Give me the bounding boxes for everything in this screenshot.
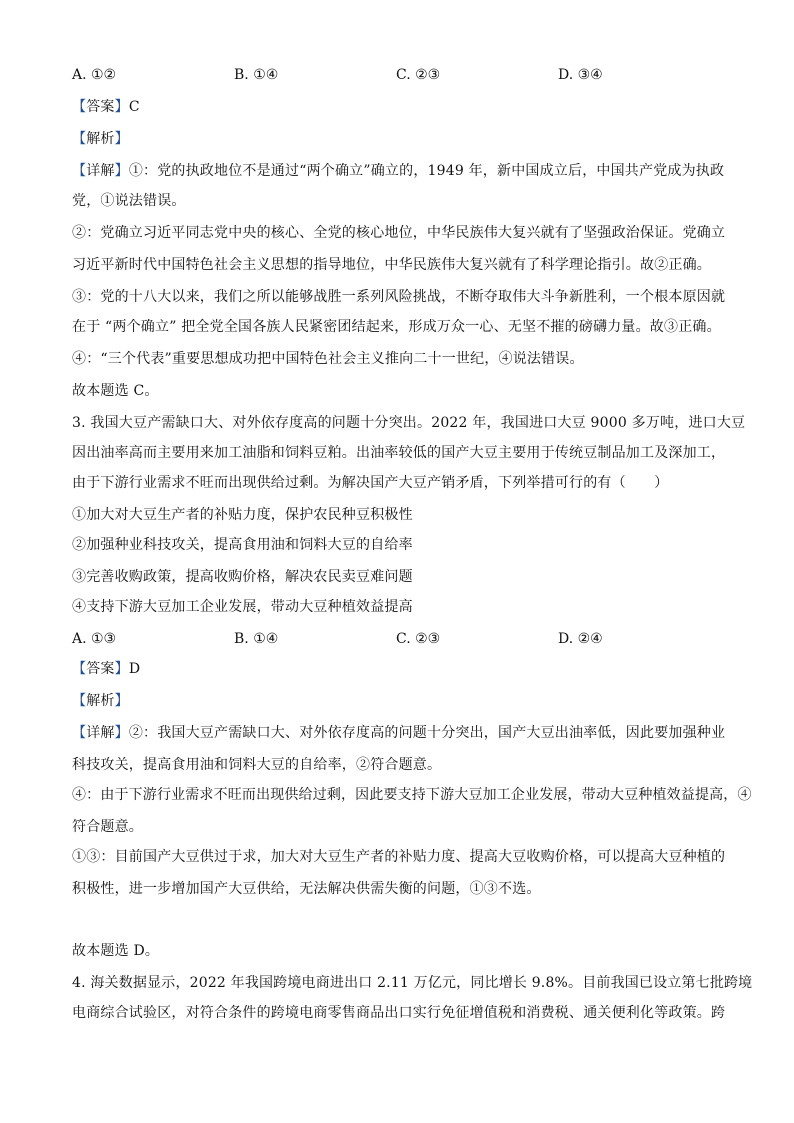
q3-item-4: ④支持下游大豆加工企业发展，带动大豆种植效益提高 xyxy=(72,599,413,615)
q3-detail-text-1: ②：我国大豆产需缺口大、对外依存度高的问题十分突出，国产大豆出油率低，因此要加强种业 xyxy=(128,725,726,741)
q4-stem-line-1: 4. 海关数据显示，2022 年我国跨境电商进出口 2.11 万亿元，同比增长 9.8%。目前我国已设立第七批跨境 xyxy=(72,975,753,991)
q2-detail-line-6: 在于 “两个确立” 把全党全国各族人民紧密团结起来，形成万众一心、无坚不摧的磅礴力量。故③正确。 xyxy=(72,319,721,335)
q4-stem-line-2: 电商综合试验区，对符合条件的跨境电商零售商品出口实行免征增值税和消费税、通关便利化等政策。跨 xyxy=(72,1005,726,1021)
q3-detail-line-4: 符合题意。 xyxy=(72,819,143,835)
q2-analysis-heading: 【解析】 xyxy=(72,131,129,147)
q3-detail-line-1: 【详解】②：我国大豆产需缺口大、对外依存度高的问题十分突出，国产大豆出油率低，因此要加强种业 xyxy=(72,725,726,741)
q3-analysis-tag: 解析 xyxy=(86,693,115,709)
q3-analysis-heading: 【解析】 xyxy=(72,693,129,709)
q2-analysis-tag: 解析 xyxy=(86,131,115,147)
q3-option-b: B. ①④ xyxy=(234,631,279,647)
q2-options xyxy=(72,65,752,85)
q3-item-1: ①加大对大豆生产者的补贴力度，保护农民种豆积极性 xyxy=(72,507,413,523)
q3-detail-line-2: 科技攻关，提高食用油和饲料大豆的自给率，②符合题意。 xyxy=(72,757,442,773)
q2-option-d: D. ③④ xyxy=(558,67,603,83)
q3-options xyxy=(72,629,752,649)
q3-option-a: A. ①③ xyxy=(72,631,117,647)
q2-option-a: A. ①② xyxy=(72,67,117,83)
q3-item-2: ②加强种业科技攻关，提高食用油和饲料大豆的自给率 xyxy=(72,537,413,553)
q2-answer: 【答案】C xyxy=(72,99,140,115)
q3-stem-line-1: 3. 我国大豆产需缺口大、对外依存度高的问题十分突出。2022 年，我国进口大豆 9000 多万吨，进口大豆 xyxy=(72,415,746,431)
q2-answer-tag: 答案 xyxy=(86,99,115,115)
q3-detail-line-5: ①③：目前国产大豆供过于求，加大对大豆生产者的补贴力度、提高大豆收购价格，可以提高大豆种植的 xyxy=(72,849,726,865)
q2-detail-line-1: 【详解】①：党的执政地位不是通过“两个确立”确立的，1949 年，新中国成立后，中国共产党成为执政 xyxy=(72,163,725,179)
q2-detail-line-3: ②：党确立习近平同志党中央的核心、全党的核心地位，中华民族伟大复兴就有了坚强政治保证。党确立 xyxy=(72,225,726,241)
q2-detail-tag: 详解 xyxy=(86,163,115,179)
q3-detail-tag: 详解 xyxy=(86,725,115,741)
q3-answer-tag: 答案 xyxy=(86,661,115,677)
q2-option-c: C. ②③ xyxy=(396,67,441,83)
q2-detail-line-7: ④：“三个代表”重要思想成功把中国特色社会主义推向二十一世纪，④说法错误。 xyxy=(72,351,584,367)
q3-option-d: D. ②④ xyxy=(558,631,603,647)
q3-option-c: C. ②③ xyxy=(396,631,441,647)
q2-conclusion: 故本题选 C。 xyxy=(72,383,159,399)
q3-stem-line-2: 因出油率高而主要用来加工油脂和饲料豆粕。出油率较低的国产大豆主要用于传统豆制品加工及深加工， xyxy=(72,445,726,461)
q2-detail-line-4: 习近平新时代中国特色社会主义思想的指导地位，中华民族伟大复兴就有了科学理论指引。故②正确。 xyxy=(72,257,711,273)
q3-detail-line-6: 积极性，进一步增加国产大豆供给，无法解决供需失衡的问题，①③不选。 xyxy=(72,881,541,897)
q2-detail-line-2: 党，①说法错误。 xyxy=(72,193,186,209)
q3-stem-line-3: 由于下游行业需求不旺而出现供给过剩。为解决国产大豆产销矛盾，下列举措可行的有（ ） xyxy=(72,475,669,491)
q2-detail-text-1: ①：党的执政地位不是通过“两个确立”确立的，1949 年，新中国成立后，中国共产党成为执政 xyxy=(128,163,725,179)
q3-detail-line-3: ④：由于下游行业需求不旺而出现供给过剩，因此要支持下游大豆加工企业发展，带动大豆种植效益提高，④ xyxy=(72,787,752,803)
q2-detail-line-5: ③：党的十八大以来，我们之所以能够战胜一系列风险挑战，不断夺取伟大斗争新胜利，一个根本原因就 xyxy=(72,289,726,305)
q2-option-b: B. ①④ xyxy=(234,67,279,83)
q3-answer-value: D xyxy=(128,661,141,677)
q3-conclusion: 故本题选 D。 xyxy=(72,943,160,959)
q3-item-3: ③完善收购政策，提高收购价格，解决农民卖豆难问题 xyxy=(72,569,413,585)
q3-answer: 【答案】D xyxy=(72,661,141,677)
q2-answer-value: C xyxy=(128,99,140,115)
